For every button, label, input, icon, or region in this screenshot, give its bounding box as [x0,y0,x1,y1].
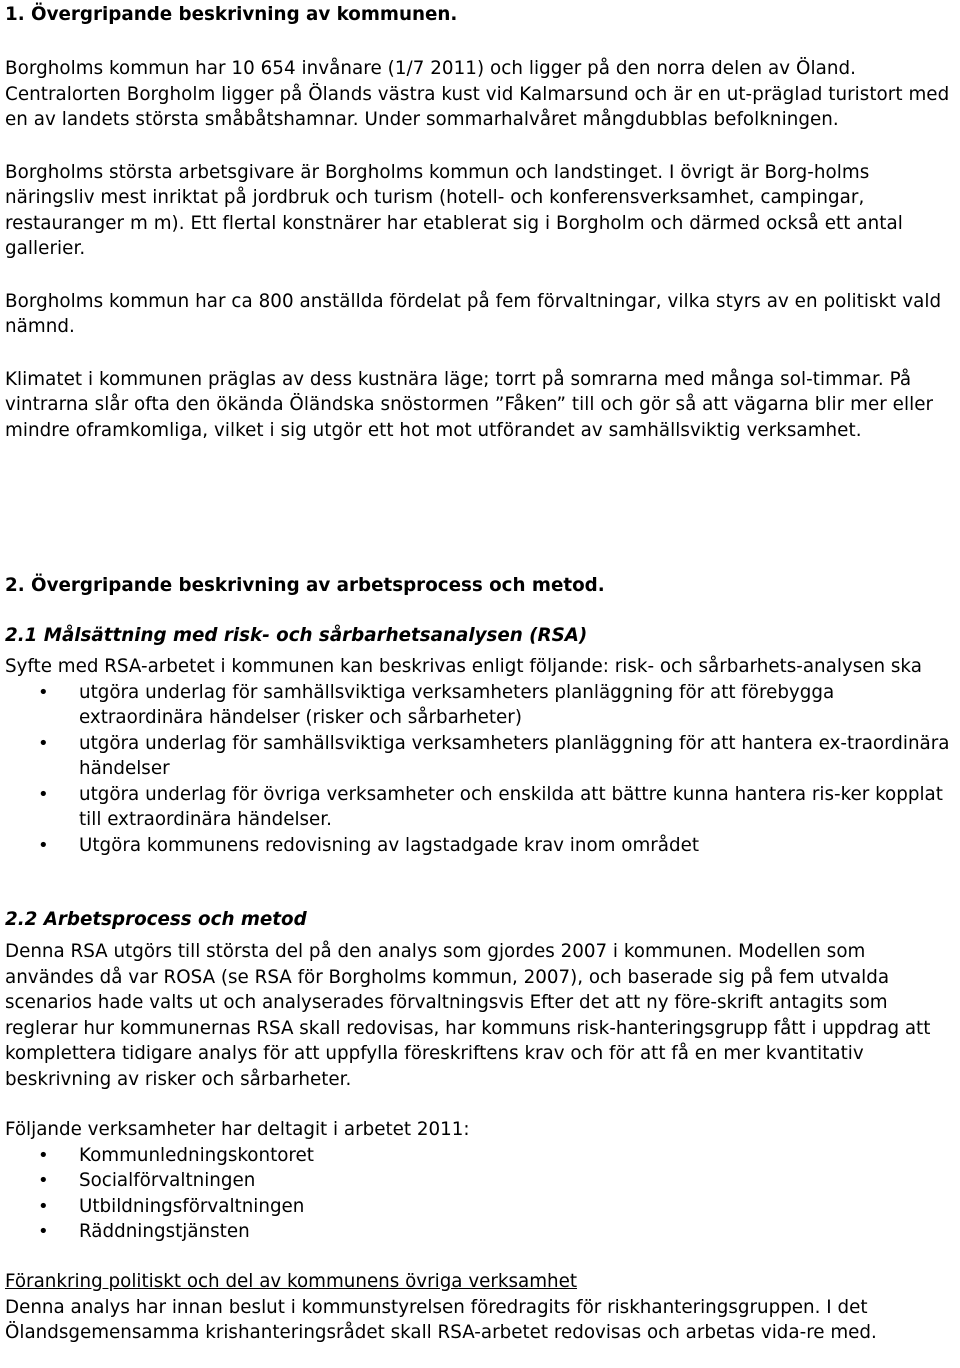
list-item: • Räddningstjänsten [5,1219,957,1245]
method-paragraph: Denna RSA utgörs till största del på den analys som gjordes 2007 i kommunen. Modellen som användes då var ROSA (se RSA för Borgholms kommun, 2007), och baserade sig på fem utvalda scenarios hade valts ut och analyserades förvaltningsvis Efter det att ny före-skrift antagits som reglerar hur kommunernas RSA skall redovisas, har kommuns risk-hanteringsgrupp fått i uppdrag att komplettera tidigare analys för att uppfylla föreskriftens krav och för att få en mer kvantitativ beskrivning av risker och sårbarheter. [5,941,931,1090]
list-item: • Socialförvaltningen [5,1168,957,1194]
list-item: • Utgöra kommunens redovisning av lagstadgade krav inom området [5,833,957,859]
anchoring-title: Förankring politiskt och del av kommunens övriga verksamhet [5,1271,578,1292]
employers-paragraph: Borgholms största arbetsgivare är Borgholms kommun och landstinget. I övrigt är Borg-holms näringsliv mest inriktat på jordbruk och turism (hotell- och konferensverksamhet, campingar, restauranger m m). Ett flertal konstnärer har etablerat sig i Borgholm och därmed också ett antal gallerier. [5,161,903,259]
list-item: • utgöra underlag för övriga verksamheter och enskilda att bättre kunna hantera ris-ker kopplat till extraordinära händelser. [5,782,957,833]
list-item: • Utbildningsförvaltningen [5,1194,957,1220]
section-1-heading: 1. Övergripande beskrivning av kommunen. [5,4,458,25]
participants-intro: Följande verksamheter har deltagit i arbetet 2011: [5,1119,470,1140]
population-paragraph: Borgholms kommun har 10 654 invånare (1/7 2011) och ligger på den norra delen av Öland. Centralorten Borgholm ligger på Ölands västra kust vid Kalmarsund och är en ut-präglad turistort med en av landets största småbåtshamnar. Under sommarhalvåret mångdubblas befolkningen. [5,58,950,130]
purpose-list [5,680,957,859]
section-2-1-heading: 2.1 Målsättning med risk- och sårbarhetsanalysen (RSA) [5,625,588,646]
section-2-heading: 2. Övergripande beskrivning av arbetsprocess och metod. [5,575,605,596]
list-item: • Kommunledningskontoret [5,1143,957,1169]
climate-paragraph: Klimatet i kommunen präglas av dess kustnära läge; torrt på somrarna med många sol-timmar. På vintrarna slår ofta den ökända Öländska snöstormen ”Fåken” till och gör så att vägarna blir mer eller mindre oframkomliga, vilket i sig utgör ett hot mot utförandet av samhällsviktig verksamhet. [5,368,934,441]
list-item: • utgöra underlag för samhällsviktiga verksamheters planläggning för att hantera ex-traordinära händelser [5,731,957,782]
anchoring-paragraph: Denna analys har innan beslut i kommunstyrelsen föredragits för riskhanteringsgruppen. I det Ölandsgemensamma krishanteringsrådet skall RSA-arbetet redovisas och arbetas vida-re med. [5,1296,877,1343]
participants-list [5,1143,957,1245]
purpose-intro: Syfte med RSA-arbetet i kommunen kan beskrivas enligt följande: risk- och sårbarhets-analysen ska [5,656,922,677]
section-1-body [5,56,957,470]
section-2-1-body [5,654,957,858]
staff-paragraph: Borgholms kommun har ca 800 anställda fördelat på fem förvaltningar, vilka styrs av en politiskt vald nämnd. [5,290,942,337]
anchoring-block [5,1269,957,1346]
section-2-2-heading: 2.2 Arbetsprocess och metod [5,909,307,930]
participants-block [5,1117,957,1245]
section-2-2-body [5,939,957,1092]
list-item: • utgöra underlag för samhällsviktiga verksamheters planläggning för att förebygga extraordinära händelser (risker och sårbarheter) [5,680,957,731]
